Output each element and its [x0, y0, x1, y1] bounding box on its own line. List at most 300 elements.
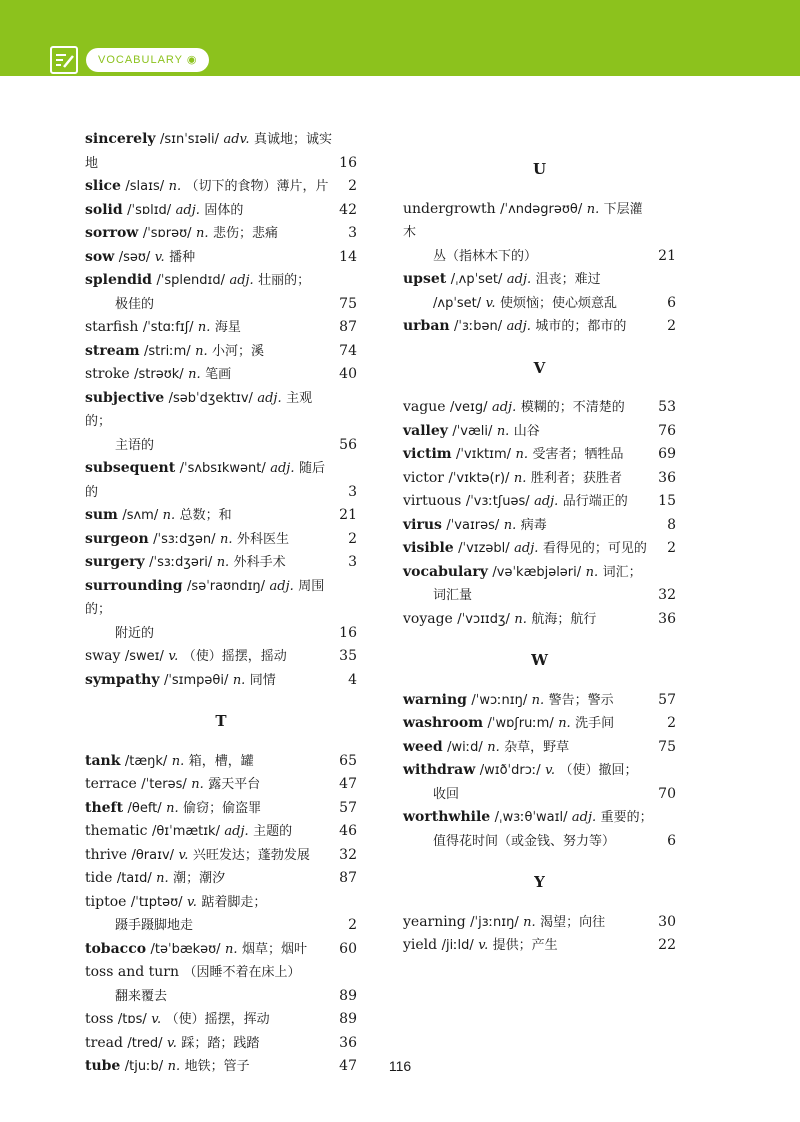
part-of-speech: n. — [195, 343, 208, 359]
phonetic: /jiːld/ — [441, 938, 474, 953]
part-of-speech: n. — [224, 941, 238, 957]
phonetic: /striːm/ — [143, 343, 191, 359]
part-of-speech: n. — [168, 179, 182, 194]
page-ref: 57 — [339, 799, 357, 816]
headword: splendid — [85, 272, 152, 288]
page-ref: 21 — [658, 247, 676, 264]
pencil-note-icon — [50, 46, 78, 74]
headword: victor — [403, 469, 444, 486]
part-of-speech: adj. — [506, 272, 532, 287]
phonetic: /θɪˈmætɪk/ — [151, 824, 220, 839]
headword: weed — [403, 738, 443, 755]
circle-mark-icon: ◉ — [186, 54, 198, 66]
glossary-entry — [403, 315, 676, 339]
phonetic: /səʊ/ — [118, 249, 151, 265]
headword: virus — [403, 516, 442, 533]
headword: surgeon — [85, 530, 149, 547]
glossary-entry — [85, 645, 357, 669]
definition-continued: 词汇量 — [433, 588, 473, 603]
entry-line — [403, 490, 654, 514]
page-ref: 2 — [667, 318, 676, 334]
definition: 真诚地；诚实地 — [85, 132, 332, 171]
definition: 小河；溪 — [212, 343, 265, 359]
glossary-entry — [85, 246, 357, 270]
definition-continued: 收回 — [433, 786, 460, 802]
glossary-entry — [403, 490, 676, 514]
page-ref: 47 — [339, 1058, 357, 1074]
page-ref: 42 — [339, 201, 357, 218]
definition: 播种 — [169, 249, 196, 265]
phonetic: /taɪd/ — [116, 871, 152, 886]
page-ref: 15 — [658, 493, 676, 509]
glossary-entry — [403, 514, 676, 538]
phonetic: /sɪnˈsɪəli/ — [160, 132, 220, 147]
part-of-speech: n. — [188, 367, 201, 382]
entry-line — [85, 938, 335, 962]
page-ref: 74 — [339, 342, 357, 359]
headword: surrounding — [85, 577, 183, 594]
glossary-entry — [85, 528, 357, 552]
page-ref: 46 — [339, 823, 357, 839]
part-of-speech: v. — [186, 894, 197, 910]
definition: 烟草；烟叶 — [241, 941, 307, 957]
entry-line — [85, 128, 335, 175]
headword: sway — [85, 648, 121, 664]
glossary-entry — [403, 806, 676, 853]
definition-continued: 蹑手蹑脚地走 — [115, 918, 194, 933]
headword: visible — [403, 540, 454, 556]
glossary-column-right — [403, 128, 676, 958]
part-of-speech: n. — [219, 531, 233, 547]
definition-continued: 主语的 — [115, 437, 155, 453]
page-ref: 89 — [339, 987, 357, 1004]
page-ref: 87 — [339, 870, 357, 886]
part-of-speech: n. — [197, 320, 211, 335]
phonetic: /ˈsplendɪd/ — [156, 273, 225, 288]
entry-line — [403, 315, 654, 339]
entry-line — [403, 608, 654, 632]
phonetic: /θraɪv/ — [131, 847, 175, 863]
headword: stream — [85, 342, 140, 359]
headword: warning — [403, 691, 467, 708]
entry-line — [403, 443, 654, 467]
phonetic: /ˈvɪzəbl/ — [458, 541, 510, 556]
entry-line — [85, 645, 335, 669]
definition: 固体的 — [204, 202, 244, 218]
entry-line — [403, 806, 654, 830]
entry-line — [403, 268, 654, 292]
glossary-entry — [85, 128, 357, 175]
definition-continued: 附近的 — [115, 625, 155, 641]
part-of-speech: adj. — [175, 202, 200, 218]
definition: 偷窃；偷盗罪 — [183, 800, 262, 816]
glossary-entry — [85, 773, 357, 797]
entry-line — [403, 736, 654, 760]
part-of-speech: n. — [586, 201, 600, 217]
glossary-entry — [85, 938, 357, 962]
headword: starfish — [85, 319, 139, 335]
phonetic: /tɒs/ — [117, 1012, 147, 1027]
definition: 看得见的；可见的 — [542, 541, 647, 556]
phonetic: /sʌm/ — [122, 508, 159, 523]
headword: thrive — [85, 846, 128, 863]
glossary-entry — [403, 443, 676, 467]
definition: 露天平台 — [208, 777, 261, 792]
part-of-speech: v. — [167, 1035, 177, 1051]
definition-continued: 极佳的 — [115, 296, 155, 312]
definition: （使）摇摆，挥动 — [165, 1012, 270, 1027]
glossary-entry — [403, 759, 676, 806]
page-ref: 57 — [658, 691, 676, 708]
entry-line — [85, 387, 335, 434]
part-of-speech: v. — [545, 763, 556, 778]
entry-line — [403, 689, 654, 713]
definition: 胜利者；获胜者 — [530, 470, 622, 486]
phonetic: /ˈstɑːfɪʃ/ — [142, 320, 194, 335]
headword: upset — [403, 271, 447, 287]
definition: 箱，槽，罐 — [188, 753, 254, 769]
headword: sorrow — [85, 225, 139, 241]
page-ref: 47 — [339, 776, 357, 792]
entry-line — [403, 198, 654, 245]
glossary-entry — [403, 736, 676, 760]
phonetic: /ˈsɜːdʒən/ — [153, 531, 216, 547]
glossary-entry — [85, 175, 357, 199]
definition: 壮丽的； — [258, 273, 311, 288]
definition: 同情 — [249, 672, 276, 688]
phonetic: /wiːd/ — [447, 739, 483, 755]
entry-line — [85, 750, 335, 774]
glossary-entry — [85, 750, 357, 774]
definition: 重要的； — [600, 810, 653, 825]
definition: 随后的 — [85, 461, 325, 500]
glossary-entry — [85, 504, 357, 528]
page-ref: 3 — [348, 483, 357, 500]
glossary-entry — [403, 561, 676, 608]
definition: 警告；警示 — [548, 692, 614, 708]
page-ref: 2 — [348, 917, 357, 933]
page-ref: 87 — [339, 319, 357, 335]
glossary-entry — [85, 797, 357, 821]
part-of-speech: adj. — [534, 494, 559, 509]
glossary-entry — [403, 198, 676, 269]
page-ref: 89 — [339, 1011, 357, 1027]
headword: subjective — [85, 389, 165, 406]
section-letter: U — [532, 160, 547, 178]
phonetic: /ˈsɒrəʊ/ — [142, 226, 192, 241]
part-of-speech: n. — [487, 739, 500, 755]
entry-line — [403, 467, 654, 491]
definition: 沮丧；难过 — [535, 272, 601, 287]
section-label: VOCABULARY — [98, 54, 183, 66]
page-ref: 22 — [658, 937, 676, 953]
definition: 主观的； — [85, 390, 313, 429]
entry-line — [85, 575, 335, 622]
phonetic: /vəˈkæbjələri/ — [492, 564, 582, 580]
entry-line — [403, 396, 654, 420]
phonetic: /ˈʌndəgrəʊθ/ — [500, 201, 583, 217]
definition-continued: 值得花时间（或金钱、努力等） — [433, 833, 616, 849]
page-ref: 6 — [667, 294, 676, 311]
phonetic: /ˈtɪptəʊ/ — [130, 894, 183, 910]
definition: 病毒 — [520, 517, 547, 533]
phonetic: /səˈraʊndɪŋ/ — [187, 578, 266, 594]
glossary-entry — [403, 396, 676, 420]
glossary-entry — [85, 457, 357, 504]
glossary-entry — [85, 1032, 357, 1056]
definition: 潮；潮汐 — [173, 871, 226, 886]
page-ref: 69 — [658, 446, 676, 462]
phonetic: /ˈwɒʃruːm/ — [487, 716, 554, 731]
page-ref: 2 — [348, 178, 357, 194]
headword: voyage — [403, 610, 453, 627]
headword: tank — [85, 752, 121, 769]
part-of-speech: n. — [531, 692, 545, 708]
phonetic: /θeft/ — [127, 800, 162, 816]
part-of-speech: adj. — [270, 461, 295, 476]
definition: 悲伤；悲痛 — [212, 226, 278, 241]
phonetic: /veɪg/ — [449, 400, 488, 415]
part-of-speech: v. — [485, 295, 496, 311]
header-banner — [0, 0, 800, 76]
phonetic: /tjuːb/ — [124, 1059, 164, 1074]
entry-line — [85, 773, 335, 797]
phonetic: /ˈsɜːdʒəri/ — [149, 555, 213, 570]
definition: 模糊的；不清楚的 — [520, 400, 625, 415]
part-of-speech: adj. — [506, 319, 531, 334]
entry-line — [85, 867, 335, 891]
headword: subsequent — [85, 460, 176, 476]
page-ref: 53 — [658, 399, 676, 415]
entry-line — [403, 934, 654, 958]
glossary-entry — [403, 467, 676, 491]
entry-line — [85, 246, 335, 270]
headword: washroom — [403, 715, 484, 731]
page-ref: 70 — [658, 785, 676, 802]
phonetic: /tred/ — [127, 1035, 163, 1051]
phonetic: /ˌwɜːθˈwaɪl/ — [494, 810, 568, 825]
definition: （切下的食物）薄片，片 — [185, 179, 329, 194]
glossary-entry — [85, 669, 357, 693]
entry-line — [85, 222, 335, 246]
page-ref: 16 — [339, 154, 357, 171]
entry-line — [403, 537, 654, 561]
glossary-entry — [403, 608, 676, 632]
definition: 地铁；管子 — [184, 1059, 250, 1074]
definition: 外科医生 — [236, 531, 289, 547]
definition: 渴望；向往 — [540, 914, 606, 930]
part-of-speech: adj. — [491, 400, 517, 415]
page-ref: 32 — [339, 846, 357, 863]
glossary-entry — [85, 961, 357, 1008]
entry-line — [403, 292, 654, 316]
part-of-speech: n. — [171, 753, 185, 769]
entry-line — [85, 1032, 335, 1056]
headword: sum — [85, 507, 118, 523]
page-ref: 35 — [339, 648, 357, 664]
definition: 海星 — [214, 320, 241, 335]
entry-line — [85, 528, 335, 552]
phonetic: /ˈsɪmpəθi/ — [163, 672, 229, 688]
entry-line — [85, 669, 335, 693]
page-ref: 6 — [667, 832, 676, 849]
glossary-entry — [85, 551, 357, 575]
headword: yield — [403, 937, 438, 953]
glossary-entry — [85, 199, 357, 223]
headword: virtuous — [403, 493, 462, 509]
definition: 杂草，野草 — [504, 739, 570, 755]
part-of-speech: n. — [162, 508, 176, 523]
section-letter: Y — [534, 873, 545, 891]
phonetic: /ˈterəs/ — [141, 777, 187, 792]
headword: solid — [85, 201, 123, 218]
definition: 城市的；都市的 — [535, 319, 627, 334]
phonetic: /təˈbækəʊ/ — [150, 941, 221, 957]
glossary-entry — [85, 363, 357, 387]
page-ref: 3 — [348, 225, 357, 241]
headword: toss and turn — [85, 964, 180, 980]
definition: 外科手术 — [233, 555, 286, 570]
headword: tube — [85, 1058, 121, 1074]
part-of-speech: n. — [503, 517, 517, 533]
part-of-speech: n. — [191, 777, 204, 792]
page-ref: 40 — [339, 366, 357, 382]
glossary-entry — [85, 316, 357, 340]
phonetic: /səbˈdʒektɪv/ — [168, 390, 253, 406]
page-ref: 2 — [667, 715, 676, 731]
headword: thematic — [85, 823, 148, 839]
page-ref: 8 — [667, 516, 676, 533]
part-of-speech: n. — [514, 611, 527, 627]
headword: undergrowth — [403, 200, 496, 217]
glossary-entry — [85, 867, 357, 891]
page-ref: 76 — [658, 422, 676, 439]
part-of-speech: n. — [196, 226, 209, 241]
headword: vague — [403, 399, 446, 415]
glossary-entry — [85, 891, 357, 938]
definition: 航海；航行 — [531, 611, 597, 627]
entry-line — [85, 269, 335, 293]
entry-line — [403, 911, 654, 935]
glossary-entry — [85, 340, 357, 364]
part-of-speech: adj. — [257, 390, 282, 406]
glossary-entry — [85, 222, 357, 246]
headword: victim — [403, 446, 452, 462]
section-letter: T — [215, 712, 227, 730]
entry-line — [85, 199, 335, 223]
entry-line — [85, 316, 335, 340]
page-ref: 60 — [339, 940, 357, 957]
definition: 词汇； — [602, 564, 642, 580]
entry-line — [85, 891, 335, 915]
glossary-entry — [403, 911, 676, 935]
page-ref: 36 — [339, 1034, 357, 1051]
entry-line — [403, 514, 654, 538]
headword: sow — [85, 248, 115, 265]
definition: 提供；产生 — [492, 938, 558, 953]
page-ref: 32 — [658, 587, 676, 603]
phonetic: /strəʊk/ — [134, 367, 184, 382]
phonetic: /ˌʌpˈset/ — [450, 272, 503, 287]
part-of-speech: n. — [523, 914, 536, 930]
glossary-entry — [85, 820, 357, 844]
glossary-entry — [403, 689, 676, 713]
entry-line — [85, 1008, 335, 1032]
part-of-speech: adv. — [223, 132, 250, 147]
definition-continued: 翻来覆去 — [115, 988, 168, 1004]
phonetic: /ˈɜːbən/ — [454, 319, 503, 334]
entry-line — [85, 175, 335, 199]
headword: vocabulary — [403, 563, 488, 580]
headword: withdraw — [403, 762, 476, 778]
glossary-entry — [403, 934, 676, 958]
page-ref: 14 — [339, 248, 357, 265]
page-ref: 16 — [339, 624, 357, 641]
headword: theft — [85, 799, 124, 816]
phonetic: /ˈvɪktɪm/ — [456, 447, 512, 462]
headword: tobacco — [85, 940, 147, 957]
phonetic: /ˈwɔːnɪŋ/ — [471, 692, 528, 708]
definition: （因睡不着在床上） — [183, 965, 301, 980]
part-of-speech: adj. — [514, 541, 539, 556]
phonetic: /wɪðˈdrɔː/ — [479, 763, 541, 778]
part-of-speech: adj. — [571, 810, 597, 825]
part-of-speech: n. — [513, 470, 527, 486]
part-of-speech: n. — [496, 423, 510, 439]
part-of-speech: n. — [216, 555, 230, 570]
section-letter: W — [531, 651, 548, 669]
glossary-column-left — [85, 128, 357, 1079]
page-ref: 30 — [658, 913, 676, 930]
glossary-entry — [403, 292, 676, 316]
entry-line — [403, 561, 654, 585]
part-of-speech: v. — [151, 1012, 162, 1027]
headword: sympathy — [85, 671, 160, 688]
headword: tiptoe — [85, 893, 127, 910]
entry-line — [85, 363, 335, 387]
page-ref: 36 — [658, 469, 676, 486]
glossary-entry — [85, 269, 357, 316]
definition: 兴旺发达；蓬勃发展 — [192, 847, 310, 863]
part-of-speech: n. — [232, 672, 246, 688]
part-of-speech: v. — [154, 249, 165, 265]
entry-line — [85, 844, 335, 868]
entry-line — [403, 420, 654, 444]
page-ref: 21 — [339, 507, 357, 523]
part-of-speech: v. — [168, 649, 179, 664]
page-ref: 75 — [658, 738, 676, 755]
part-of-speech: n. — [585, 564, 599, 580]
definition: 下层灌木 — [403, 201, 643, 240]
page-number: 116 — [388, 1058, 412, 1074]
glossary-entry — [403, 712, 676, 736]
headword: stroke — [85, 366, 130, 382]
phonetic: /sweɪ/ — [124, 649, 164, 664]
headword: yearning — [403, 913, 466, 930]
section-label-pill — [86, 48, 209, 72]
phonetic: /ˈvɪktə(r)/ — [448, 470, 510, 486]
definition: 山谷 — [513, 423, 540, 439]
page-ref: 65 — [339, 752, 357, 769]
glossary-entry — [85, 1008, 357, 1032]
definition: 使烦恼；使心烦意乱 — [500, 295, 618, 311]
entry-line — [85, 797, 335, 821]
part-of-speech: adj. — [224, 824, 249, 839]
definition: 踮着脚走； — [201, 894, 267, 910]
page-ref: 2 — [667, 540, 676, 556]
definition: 品行端正的 — [562, 494, 628, 509]
glossary-entry — [85, 844, 357, 868]
